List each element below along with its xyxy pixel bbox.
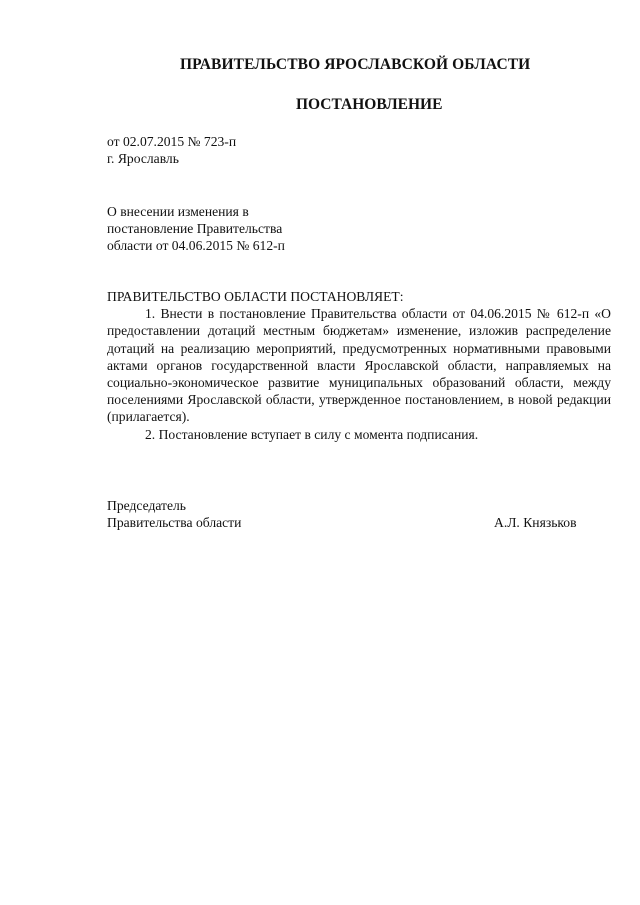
signatory-position <box>107 497 241 531</box>
resolution-item-2: 2. Постановление вступает в силу с момента подписания. <box>145 426 479 442</box>
signatory-name: А.Л. Князьков <box>494 515 577 530</box>
subject-line-3: области от 04.06.2015 № 612-п <box>107 238 285 253</box>
subject-line-2: постановление Правительства <box>107 221 283 236</box>
date-number: от 02.07.2015 № 723-п <box>107 134 237 149</box>
city: г. Ярославль <box>107 151 179 166</box>
resolution-preamble: ПРАВИТЕЛЬСТВО ОБЛАСТИ ПОСТАНОВЛЯЕТ: <box>107 289 404 304</box>
resolution-item-1: 1. Внести в постановление Правительства области от 04.06.2015 № 612-п «О предоставлении дотаций местным бюджетам» изменение, изложив распределение дотаций на реализацию мероприятий, предусмотренных нормативными правовыми актами органов государственной власти Ярославской области, направляемых на социально-экономическое развитие муниципальных образований области, между поселениями Ярославской области, утвержденное постановлением, в новой редакции (прилагается). <box>107 306 611 425</box>
subject-line-1: О внесении изменения в <box>107 204 249 219</box>
resolution-body <box>107 288 611 443</box>
signatory-position-line-2: Правительства области <box>107 515 242 531</box>
document-type-title: ПОСТАНОВЛЕНИЕ <box>296 96 443 113</box>
government-title: ПРАВИТЕЛЬСТВО ЯРОСЛАВСКОЙ ОБЛАСТИ <box>180 56 531 73</box>
signatory-position-line-1: Председатель <box>107 498 186 513</box>
